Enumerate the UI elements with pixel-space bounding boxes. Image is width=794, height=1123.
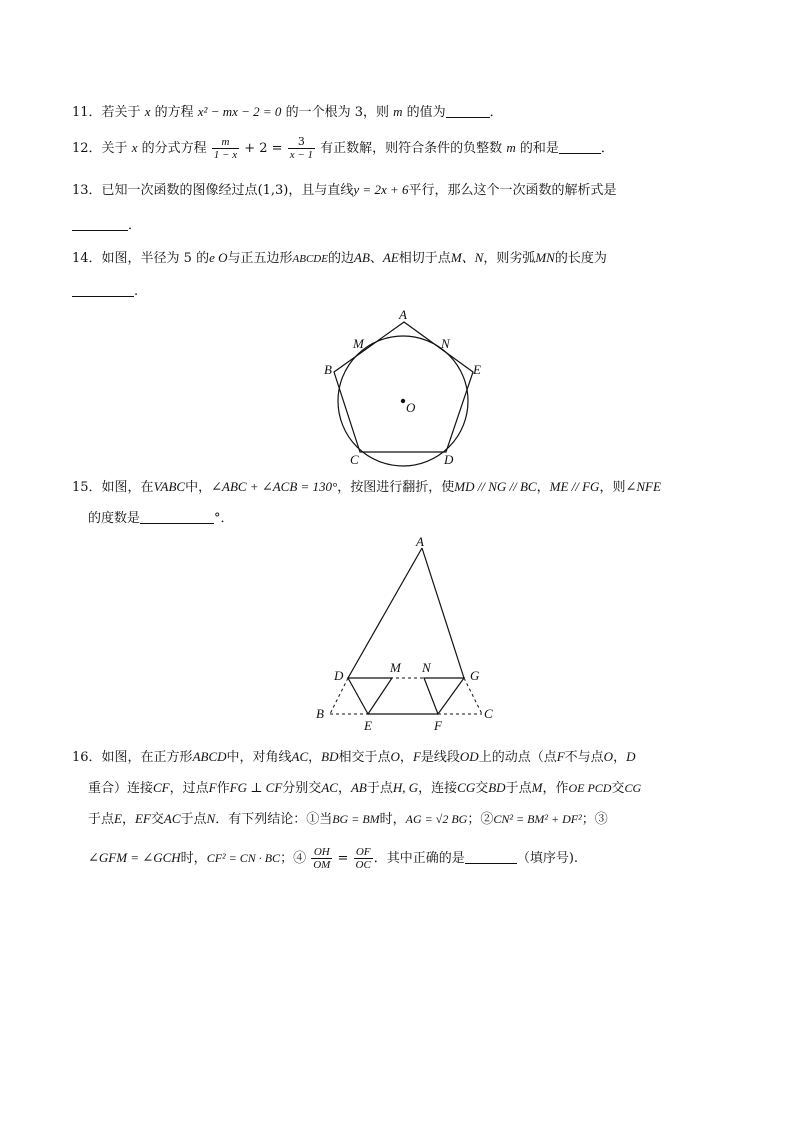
text: 作 <box>216 781 230 796</box>
text: ，按图进行翻折，使 <box>337 480 455 495</box>
denominator: OC <box>355 859 371 871</box>
text: ，过点 <box>169 781 209 796</box>
text: 于点 <box>180 812 207 827</box>
math-var: MN <box>535 250 555 265</box>
math-var: ABCDE <box>292 253 328 265</box>
side-ab <box>348 548 422 678</box>
answer-blank[interactable] <box>72 282 134 297</box>
segment-gc <box>464 678 482 714</box>
text: ， <box>613 750 627 765</box>
text: 的长度为 <box>554 251 607 266</box>
text: = <box>337 851 349 866</box>
question-15 <box>72 477 661 498</box>
fold-triangle-ngf <box>424 678 464 714</box>
math-var: x <box>131 140 138 155</box>
denominator: x − 1 <box>289 149 314 161</box>
math-var: F <box>412 749 421 764</box>
label-m: M <box>390 660 401 675</box>
label-n: N <box>441 336 450 351</box>
text: ， <box>536 480 550 495</box>
question-16-line4 <box>88 846 578 871</box>
fraction <box>311 846 332 871</box>
question-16-line1 <box>72 747 635 768</box>
text: ．其中正确的是 <box>373 851 465 866</box>
text: 于点 <box>366 781 393 796</box>
text: 是线段 <box>420 750 460 765</box>
text: ， <box>308 750 322 765</box>
numerator: 3 <box>288 136 315 149</box>
text: 、 <box>369 251 383 266</box>
label-f: F <box>434 718 442 733</box>
question-number: 15． <box>72 480 102 495</box>
equation: ∠NFE <box>625 479 661 494</box>
text: 的一个根为 3，则 <box>285 105 389 120</box>
label-m: M <box>353 336 364 351</box>
question-number: 14． <box>72 251 102 266</box>
math-var: CF <box>153 780 170 795</box>
text: 不与点 <box>564 750 604 765</box>
side-ac <box>422 548 464 678</box>
answer-blank[interactable] <box>140 509 214 524</box>
math-var: CG <box>457 780 476 795</box>
math-var: AE <box>382 250 399 265</box>
text: ，则劣弧 <box>483 251 536 266</box>
text: 如图，在 <box>101 480 154 495</box>
math-var: ABCD <box>192 749 227 764</box>
numerator: OH <box>311 846 332 859</box>
math-var: x <box>144 104 151 119</box>
question-15-line2 <box>88 509 234 529</box>
equation: CF² = CN · BC <box>206 851 281 865</box>
math-var: AB <box>350 780 367 795</box>
math-var: D <box>626 749 636 764</box>
equation: ∠GFM = ∠GCH <box>88 850 181 865</box>
question-14-answer-line <box>72 282 138 302</box>
math-var: O <box>603 749 614 764</box>
label-n: N <box>422 660 431 675</box>
text: 交 <box>611 781 625 796</box>
math-var: AC <box>163 811 181 826</box>
equation: AG = √2 BG <box>405 812 468 826</box>
question-14 <box>72 248 607 269</box>
math-var: OD <box>459 749 479 764</box>
text: 中， <box>185 480 212 495</box>
question-13 <box>72 180 617 201</box>
text: 的方程 <box>154 105 194 120</box>
text: 如图，半径为 5 的 <box>101 251 210 266</box>
text: 关于 <box>101 141 128 156</box>
text: ；④ <box>280 851 307 866</box>
math-var: M、N <box>450 250 484 265</box>
question-number: 13． <box>72 183 102 198</box>
text: 时， <box>379 812 406 827</box>
text: 的分式方程 <box>141 141 207 156</box>
text: ， <box>337 781 351 796</box>
equation: OE PCD <box>568 781 612 795</box>
center-point <box>401 399 405 403</box>
text: ． <box>489 105 503 120</box>
question-number: 11． <box>72 105 102 120</box>
text: 相切于点 <box>398 251 451 266</box>
label-a: A <box>399 307 407 322</box>
text: 如图，在正方形 <box>101 750 193 765</box>
text: 时， <box>180 851 207 866</box>
label-e: E <box>473 362 481 377</box>
text: 于点 <box>505 781 532 796</box>
math-var: AC <box>291 749 309 764</box>
label-c: C <box>484 706 493 721</box>
segment-db <box>330 678 348 714</box>
question-number: 16． <box>72 750 102 765</box>
answer-blank[interactable] <box>559 139 601 154</box>
math-var: AB <box>354 250 370 265</box>
label-c: C <box>350 452 359 467</box>
math-var: F <box>556 749 565 764</box>
question-16-line3 <box>88 809 608 830</box>
text: （填序号). <box>516 851 579 866</box>
text: ．有下列结论：①当 <box>215 812 333 827</box>
figure-pentagon-circle <box>320 304 490 470</box>
math-symbol: e O <box>209 250 228 265</box>
fraction <box>288 136 315 161</box>
math-var: N <box>206 811 216 826</box>
numerator: OF <box>354 846 373 859</box>
answer-blank[interactable] <box>446 103 490 118</box>
question-number: 12． <box>72 141 102 156</box>
text: ；③ <box>581 812 608 827</box>
math-var: BD <box>321 749 339 764</box>
text: ． <box>600 141 614 156</box>
math-var: H, G <box>392 780 419 795</box>
math-var: F <box>208 780 217 795</box>
denominator: OM <box>313 859 331 871</box>
text: ，作 <box>542 781 569 796</box>
answer-blank[interactable] <box>72 216 128 231</box>
equation: x² − mx − 2 = 0 <box>197 104 282 119</box>
text: 与正五边形 <box>227 251 293 266</box>
text: 中，对角线 <box>226 750 292 765</box>
equation: BG = BM <box>332 812 380 826</box>
label-b: B <box>324 362 332 377</box>
text: 于点 <box>88 812 115 827</box>
text: . <box>134 284 139 299</box>
text: 的值为 <box>406 105 446 120</box>
equation: MD // NG // BC <box>454 479 537 494</box>
equation: ME // FG <box>549 479 600 494</box>
question-12 <box>72 136 614 161</box>
question-11 <box>72 102 503 123</box>
fold-triangle-dme <box>348 678 392 714</box>
text: 的和是 <box>519 141 559 156</box>
math-var: VABC <box>153 479 186 494</box>
math-var: BD <box>488 780 506 795</box>
fraction <box>354 846 373 871</box>
math-var: O <box>390 749 400 764</box>
text: °． <box>214 511 234 526</box>
denominator: 1 − x <box>213 149 238 161</box>
text: ，连接 <box>418 781 458 796</box>
math-var: m <box>393 104 403 119</box>
label-b: B <box>316 706 324 721</box>
math-var: m <box>506 140 516 155</box>
text: 有正数解，则符合条件的负整数 <box>320 141 503 156</box>
answer-blank[interactable] <box>465 849 517 864</box>
question-16-line2 <box>88 778 641 799</box>
text: ． <box>128 218 142 233</box>
text: ，且与直线 <box>288 183 354 198</box>
point: (1,3) <box>257 183 289 198</box>
text: ， <box>399 750 413 765</box>
equation: y = 2x + 6 <box>353 182 409 197</box>
label-o: O <box>406 400 416 415</box>
text: 若关于 <box>101 105 141 120</box>
math-var: E <box>114 811 122 826</box>
text: 已知一次函数的图像经过点 <box>101 183 258 198</box>
label-a: A <box>416 534 424 549</box>
label-g: G <box>470 668 480 683</box>
text: 交 <box>475 781 489 796</box>
question-13-answer-line <box>72 216 141 236</box>
math-var: EF <box>134 811 151 826</box>
math-var: CG <box>624 781 642 795</box>
text: 交 <box>150 812 164 827</box>
math-var: AC <box>321 780 338 795</box>
label-d: D <box>444 452 454 467</box>
text: 相交于点 <box>338 750 391 765</box>
text: ；② <box>467 812 494 827</box>
text: 分别交 <box>282 781 322 796</box>
text: 的度数是 <box>88 511 141 526</box>
equation: ∠ABC + ∠ACB = 130° <box>211 479 338 494</box>
text: + 2 = <box>244 141 283 156</box>
label-e: E <box>364 718 372 733</box>
text: 平行，那么这个一次函数的解析式是 <box>408 183 617 198</box>
text: ， <box>121 812 135 827</box>
fraction <box>212 136 239 161</box>
text: 的边 <box>327 251 354 266</box>
equation: FG ⊥ CF <box>229 780 283 795</box>
math-var: M <box>531 780 543 795</box>
figure-folded-triangle <box>308 534 498 733</box>
equation: CN² = BM² + DF² <box>493 812 582 826</box>
numerator: m <box>212 136 239 149</box>
text: 上的动点（点 <box>478 750 557 765</box>
text: ，则 <box>599 480 626 495</box>
text: 重合）连接 <box>88 781 154 796</box>
label-d: D <box>334 668 344 683</box>
